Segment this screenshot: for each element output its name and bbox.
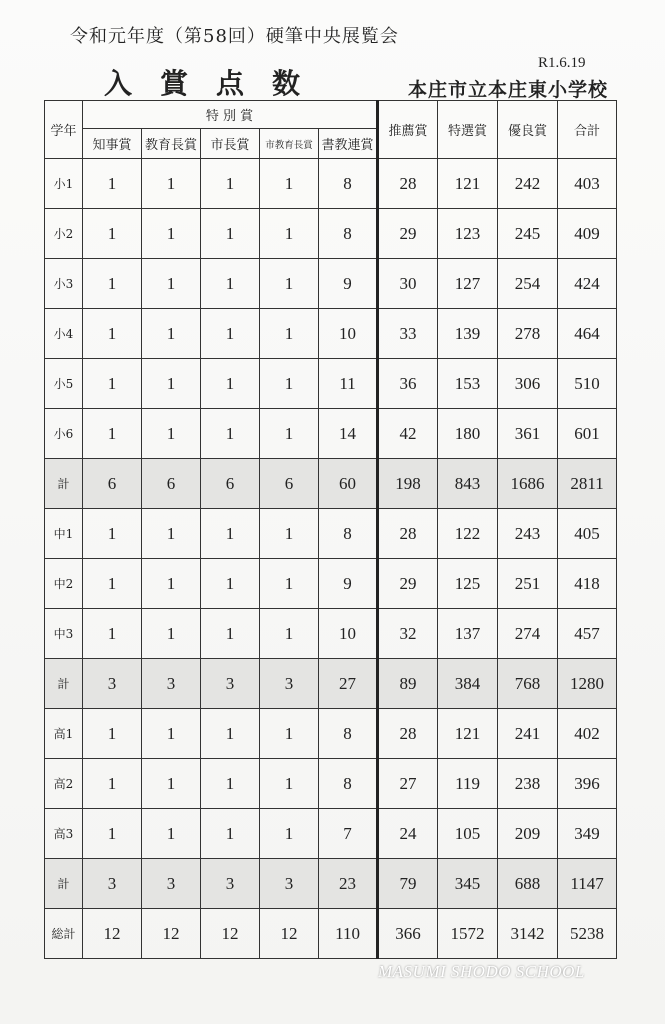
table-cell: 688 <box>498 859 558 909</box>
table-cell: 3 <box>142 859 201 909</box>
table-cell: 10 <box>319 609 378 659</box>
table-row <box>45 409 617 459</box>
header-special-awards: 特 別 賞 <box>83 101 378 129</box>
row-label: 小2 <box>45 209 83 259</box>
row-label: 計 <box>45 459 83 509</box>
table-cell: 1 <box>260 809 319 859</box>
table-body <box>45 159 617 959</box>
table-row <box>45 759 617 809</box>
page-heading: 入賞点数 <box>104 67 329 100</box>
row-label: 計 <box>45 859 83 909</box>
table-cell: 601 <box>558 409 617 459</box>
award-count-table <box>44 100 617 959</box>
table-cell: 1 <box>142 809 201 859</box>
table-cell: 42 <box>378 409 438 459</box>
table-cell: 1686 <box>498 459 558 509</box>
table-cell: 28 <box>378 509 438 559</box>
table-cell: 24 <box>378 809 438 859</box>
watermark: MASUMI SHODO SCHOOL <box>378 962 585 981</box>
table-cell: 12 <box>142 909 201 959</box>
table-cell: 139 <box>438 309 498 359</box>
table-cell: 396 <box>558 759 617 809</box>
table-cell: 238 <box>498 759 558 809</box>
table-cell: 1 <box>142 159 201 209</box>
table-cell: 119 <box>438 759 498 809</box>
table-row <box>45 609 617 659</box>
table-cell: 3 <box>201 859 260 909</box>
table-cell: 8 <box>319 509 378 559</box>
table-cell: 7 <box>319 809 378 859</box>
header-superintendent-award: 教育長賞 <box>142 129 201 159</box>
table-cell: 3 <box>83 859 142 909</box>
table-cell: 122 <box>438 509 498 559</box>
table-cell: 274 <box>498 609 558 659</box>
table-cell: 245 <box>498 209 558 259</box>
row-label: 高1 <box>45 709 83 759</box>
table-cell: 1 <box>260 709 319 759</box>
table-cell: 1 <box>260 309 319 359</box>
row-label: 中3 <box>45 609 83 659</box>
row-label: 総計 <box>45 909 83 959</box>
table-cell: 843 <box>438 459 498 509</box>
table-cell: 198 <box>378 459 438 509</box>
table-cell: 349 <box>558 809 617 859</box>
table-cell: 1 <box>142 259 201 309</box>
table-cell: 36 <box>378 359 438 409</box>
table-cell: 402 <box>558 709 617 759</box>
header-grade: 学年 <box>45 101 83 159</box>
table-cell: 32 <box>378 609 438 659</box>
table-cell: 79 <box>378 859 438 909</box>
table-cell: 418 <box>558 559 617 609</box>
subtotal-row <box>45 859 617 909</box>
table-cell: 27 <box>319 659 378 709</box>
table-row <box>45 159 617 209</box>
table-cell: 1 <box>201 309 260 359</box>
table-cell: 1 <box>142 709 201 759</box>
table-cell: 1 <box>260 409 319 459</box>
table-cell: 3 <box>83 659 142 709</box>
row-label: 高3 <box>45 809 83 859</box>
table-cell: 1 <box>83 509 142 559</box>
table-cell: 1 <box>260 509 319 559</box>
table-cell: 1 <box>142 359 201 409</box>
row-label: 中1 <box>45 509 83 559</box>
table-cell: 14 <box>319 409 378 459</box>
table-cell: 1 <box>260 759 319 809</box>
table-cell: 8 <box>319 159 378 209</box>
table-cell: 10 <box>319 309 378 359</box>
table-cell: 1 <box>260 259 319 309</box>
table-cell: 1 <box>142 209 201 259</box>
table-cell: 1 <box>201 759 260 809</box>
table-cell: 121 <box>438 159 498 209</box>
table-cell: 6 <box>260 459 319 509</box>
row-label: 小6 <box>45 409 83 459</box>
table-cell: 9 <box>319 559 378 609</box>
table-cell: 251 <box>498 559 558 609</box>
table-cell: 29 <box>378 559 438 609</box>
table-cell: 278 <box>498 309 558 359</box>
table-cell: 121 <box>438 709 498 759</box>
table-cell: 137 <box>438 609 498 659</box>
table-cell: 6 <box>201 459 260 509</box>
table-cell: 27 <box>378 759 438 809</box>
table-cell: 5238 <box>558 909 617 959</box>
table-cell: 3 <box>142 659 201 709</box>
table-cell: 361 <box>498 409 558 459</box>
table-row <box>45 259 617 309</box>
row-label: 高2 <box>45 759 83 809</box>
table-cell: 241 <box>498 709 558 759</box>
table-cell: 3 <box>260 859 319 909</box>
table-cell: 89 <box>378 659 438 709</box>
table-cell: 209 <box>498 809 558 859</box>
table-cell: 12 <box>83 909 142 959</box>
table-cell: 1 <box>83 209 142 259</box>
table-cell: 1 <box>83 809 142 859</box>
table-cell: 1 <box>142 609 201 659</box>
header-special-selection: 特選賞 <box>438 101 498 159</box>
table-cell: 127 <box>438 259 498 309</box>
table-cell: 1 <box>260 559 319 609</box>
table-cell: 405 <box>558 509 617 559</box>
exhibition-title: 令和元年度（第58回）硬筆中央展覧会 <box>70 26 399 47</box>
table-cell: 384 <box>438 659 498 709</box>
table-cell: 1 <box>201 609 260 659</box>
grand-total-row <box>45 909 617 959</box>
table-cell: 110 <box>319 909 378 959</box>
table-cell: 123 <box>438 209 498 259</box>
header-city-superintendent-award: 市教育長賞 <box>260 129 319 159</box>
table-cell: 1 <box>201 509 260 559</box>
table-cell: 8 <box>319 759 378 809</box>
table-cell: 1572 <box>438 909 498 959</box>
table-cell: 345 <box>438 859 498 909</box>
table-cell: 3 <box>201 659 260 709</box>
subtotal-row <box>45 659 617 709</box>
row-label: 小3 <box>45 259 83 309</box>
header-shokyoren-award: 書教連賞 <box>319 129 378 159</box>
table-row <box>45 509 617 559</box>
table-cell: 9 <box>319 259 378 309</box>
table-cell: 1 <box>201 159 260 209</box>
row-label: 中2 <box>45 559 83 609</box>
table-cell: 409 <box>558 209 617 259</box>
table-cell: 6 <box>142 459 201 509</box>
table-row <box>45 709 617 759</box>
table-cell: 6 <box>83 459 142 509</box>
table-cell: 366 <box>378 909 438 959</box>
row-label: 計 <box>45 659 83 709</box>
table-cell: 1 <box>260 159 319 209</box>
header-total: 合計 <box>558 101 617 159</box>
table-cell: 28 <box>378 159 438 209</box>
table-row <box>45 559 617 609</box>
table-cell: 1 <box>201 559 260 609</box>
table-cell: 1 <box>260 209 319 259</box>
table-cell: 1 <box>83 759 142 809</box>
table-cell: 28 <box>378 709 438 759</box>
table-cell: 60 <box>319 459 378 509</box>
table-cell: 1 <box>83 159 142 209</box>
table-cell: 3 <box>260 659 319 709</box>
table-cell: 125 <box>438 559 498 609</box>
table-cell: 254 <box>498 259 558 309</box>
row-label: 小5 <box>45 359 83 409</box>
table-cell: 1 <box>142 509 201 559</box>
table-cell: 1 <box>142 559 201 609</box>
document-date: R1.6.19 <box>538 55 586 71</box>
table-cell: 768 <box>498 659 558 709</box>
table-cell: 243 <box>498 509 558 559</box>
table-cell: 1 <box>201 809 260 859</box>
table-row <box>45 359 617 409</box>
row-label: 小4 <box>45 309 83 359</box>
table-cell: 153 <box>438 359 498 409</box>
table-cell: 1147 <box>558 859 617 909</box>
table-cell: 242 <box>498 159 558 209</box>
table-cell: 8 <box>319 209 378 259</box>
table-cell: 1 <box>83 559 142 609</box>
table-cell: 1 <box>142 409 201 459</box>
table-cell: 1 <box>83 609 142 659</box>
table-cell: 30 <box>378 259 438 309</box>
table-cell: 8 <box>319 709 378 759</box>
table-cell: 180 <box>438 409 498 459</box>
table-cell: 2811 <box>558 459 617 509</box>
table-cell: 23 <box>319 859 378 909</box>
table-cell: 3142 <box>498 909 558 959</box>
table-cell: 1280 <box>558 659 617 709</box>
table-cell: 457 <box>558 609 617 659</box>
table-row <box>45 209 617 259</box>
table-cell: 1 <box>83 359 142 409</box>
table-cell: 1 <box>201 409 260 459</box>
table-cell: 29 <box>378 209 438 259</box>
table-row <box>45 309 617 359</box>
table-cell: 464 <box>558 309 617 359</box>
table-cell: 1 <box>201 259 260 309</box>
table-cell: 105 <box>438 809 498 859</box>
table-cell: 403 <box>558 159 617 209</box>
header-mayor-award: 市長賞 <box>201 129 260 159</box>
table-cell: 510 <box>558 359 617 409</box>
table-row <box>45 809 617 859</box>
table-cell: 11 <box>319 359 378 409</box>
table-cell: 1 <box>83 709 142 759</box>
header-recommend: 推薦賞 <box>378 101 438 159</box>
table-cell: 1 <box>83 409 142 459</box>
table-cell: 1 <box>142 309 201 359</box>
row-label: 小1 <box>45 159 83 209</box>
school-name: 本庄市立本庄東小学校 <box>408 79 609 101</box>
table-cell: 1 <box>83 259 142 309</box>
table-cell: 1 <box>201 209 260 259</box>
table-cell: 1 <box>201 359 260 409</box>
subtotal-row <box>45 459 617 509</box>
table-cell: 306 <box>498 359 558 409</box>
table-cell: 1 <box>142 759 201 809</box>
table-cell: 424 <box>558 259 617 309</box>
table-cell: 33 <box>378 309 438 359</box>
table-cell: 12 <box>201 909 260 959</box>
table-cell: 1 <box>260 359 319 409</box>
table-cell: 1 <box>201 709 260 759</box>
table-cell: 12 <box>260 909 319 959</box>
header-governor-award: 知事賞 <box>83 129 142 159</box>
table-cell: 1 <box>83 309 142 359</box>
header-excellent: 優良賞 <box>498 101 558 159</box>
table-cell: 1 <box>260 609 319 659</box>
